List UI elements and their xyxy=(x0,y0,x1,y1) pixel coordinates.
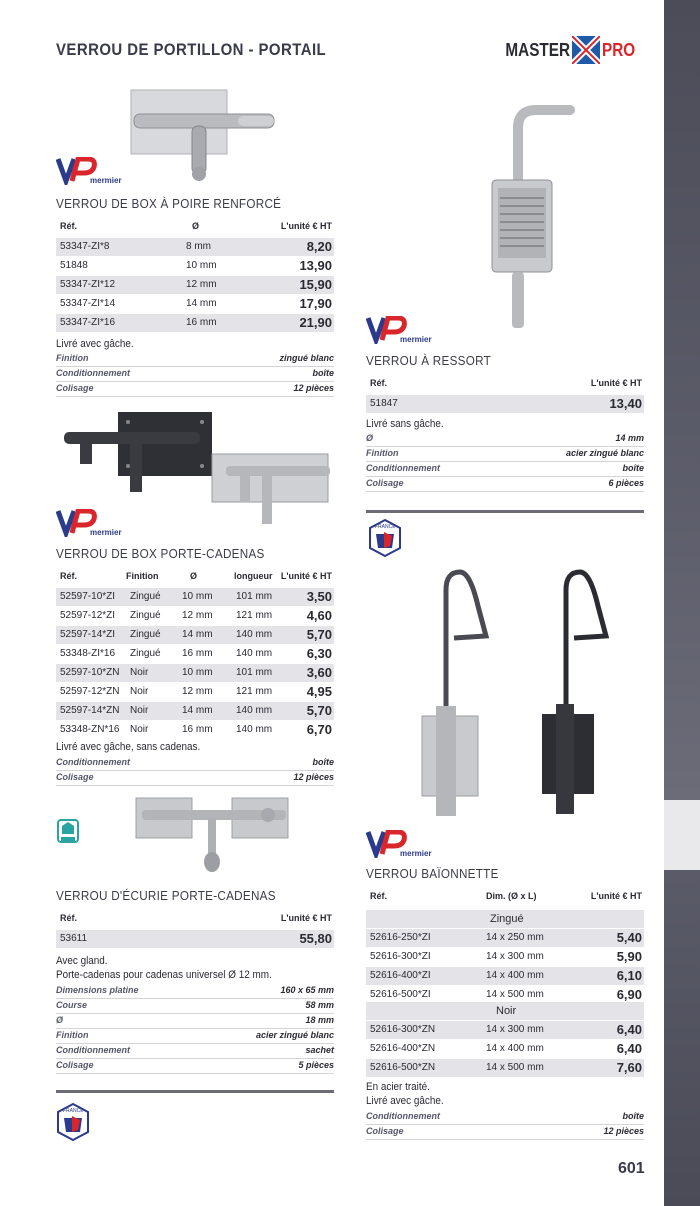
ecurie-note-2: Porte-cadenas pour cadenas universel Ø 12 mm. xyxy=(56,969,272,981)
spec-value: 58 mm xyxy=(305,1000,334,1010)
spec-row xyxy=(56,1044,334,1059)
price-cell: 55,80 xyxy=(299,931,332,946)
dimension-cell: 14 x 300 mm xyxy=(486,1024,544,1035)
brand-logo xyxy=(494,36,641,64)
svg-text:mermier: mermier xyxy=(400,335,432,344)
finish-cell: Zingué xyxy=(130,610,161,621)
ressort-header: Réf. L'unité € HT xyxy=(370,378,642,388)
spec-divider xyxy=(366,1139,644,1140)
ressort-note: Livré sans gâche. xyxy=(366,418,444,430)
spec-label: Colisage xyxy=(56,1060,94,1070)
price-cell: 21,90 xyxy=(299,315,332,330)
svg-text:mermier: mermier xyxy=(400,849,432,858)
spec-row xyxy=(56,999,334,1014)
length-cell: 121 mm xyxy=(236,610,273,621)
porte-cadenas-header: Réf. Finition Ø longueur L'unité € HT xyxy=(60,571,332,581)
price-cell: 8,20 xyxy=(306,239,332,254)
spec-label: Ø xyxy=(56,1015,64,1025)
table-row xyxy=(56,276,334,294)
spec-label: Finition xyxy=(56,353,89,363)
spec-label: Dimensions platine xyxy=(56,985,139,995)
quality-badge-icon xyxy=(56,818,80,846)
ref-cell: 53348-ZI*16 xyxy=(60,648,116,659)
length-cell: 140 mm xyxy=(236,724,273,735)
ref-cell: 52616-300*ZI xyxy=(370,951,431,962)
price-cell: 6,10 xyxy=(616,968,642,983)
page-title: VERROU DE PORTILLON - PORTAIL xyxy=(56,40,327,59)
baionnette-title: VERROU BAÏONNETTE xyxy=(366,866,499,881)
length-cell: 140 mm xyxy=(236,705,273,716)
diameter-cell: 12 mm xyxy=(182,686,213,697)
baionnette-note-1: En acier traité. xyxy=(366,1081,430,1093)
porte-cadenas-title: VERROU DE BOX PORTE-CADENAS xyxy=(56,546,265,561)
spec-value: sachet xyxy=(305,1045,334,1055)
spec-label: Conditionnement xyxy=(366,463,440,473)
finish-cell: Zingué xyxy=(130,648,161,659)
spec-label: Finition xyxy=(366,448,399,458)
spec-label: Conditionnement xyxy=(56,757,130,767)
spec-row xyxy=(56,1059,334,1074)
spec-divider xyxy=(366,491,644,492)
svg-text:FRANCE: FRANCE xyxy=(375,524,396,530)
ref-cell: 52597-10*ZI xyxy=(60,591,116,602)
spec-row xyxy=(56,1029,334,1044)
spec-value: boîte xyxy=(622,1111,644,1121)
mermier-logo-icon xyxy=(366,316,442,344)
ref-cell: 52597-14*ZN xyxy=(60,705,120,716)
price-cell: 3,50 xyxy=(306,589,332,604)
price-cell: 15,90 xyxy=(299,277,332,292)
finish-cell: Noir xyxy=(130,705,149,716)
ref-cell: 51848 xyxy=(60,260,88,271)
ref-cell: 52616-300*ZN xyxy=(370,1024,436,1035)
spec-label: Finition xyxy=(56,1030,89,1040)
ref-cell: 51847 xyxy=(370,398,398,409)
box-poire-image xyxy=(128,86,278,186)
price-cell: 3,60 xyxy=(306,665,332,680)
table-row xyxy=(366,967,644,985)
table-row xyxy=(56,683,334,701)
svg-text:mermier: mermier xyxy=(90,176,122,185)
spec-value: boîte xyxy=(312,757,334,767)
ref-cell: 52616-400*ZN xyxy=(370,1043,436,1054)
spec-row xyxy=(366,462,644,477)
table-row xyxy=(56,607,334,625)
dimension-cell: 14 x 300 mm xyxy=(486,951,544,962)
mermier-logo-icon xyxy=(56,157,132,185)
svg-text:mermier: mermier xyxy=(90,528,122,537)
spec-value: 14 mm xyxy=(615,433,644,443)
dimension-cell: 14 x 500 mm xyxy=(486,989,544,1000)
finish-cell: Zingué xyxy=(130,591,161,602)
ref-cell: 53347-ZI*16 xyxy=(60,317,116,328)
spec-label: Conditionnement xyxy=(56,368,130,378)
ref-cell: 53347-ZI*14 xyxy=(60,298,116,309)
price-cell: 6,90 xyxy=(616,987,642,1002)
spec-value: 18 mm xyxy=(305,1015,334,1025)
table-row xyxy=(56,664,334,682)
table-row xyxy=(56,702,334,720)
diameter-cell: 16 mm xyxy=(186,317,217,328)
spec-value: boîte xyxy=(622,463,644,473)
spec-divider xyxy=(56,396,334,397)
diameter-cell: 8 mm xyxy=(186,241,211,252)
box-poire-title: VERROU DE BOX À POIRE RENFORCÉ xyxy=(56,196,282,211)
side-tab-lower xyxy=(664,870,700,1206)
diameter-cell: 16 mm xyxy=(182,648,213,659)
page-number: 601 xyxy=(618,1160,645,1177)
baionnette-group-zingue: Zingué xyxy=(366,910,644,928)
spec-value: 160 x 65 mm xyxy=(280,985,334,995)
dimension-cell: 14 x 250 mm xyxy=(486,932,544,943)
table-row xyxy=(366,395,644,413)
ref-cell: 53611 xyxy=(60,933,88,944)
price-cell: 4,95 xyxy=(306,684,332,699)
ecurie-header: Réf. L'unité € HT xyxy=(60,913,332,923)
baionnette-note-2: Livré avec gâche. xyxy=(366,1095,444,1107)
spec-value: 12 pièces xyxy=(603,1126,644,1136)
ref-cell: 52597-14*ZI xyxy=(60,629,116,640)
diameter-cell: 14 mm xyxy=(186,298,217,309)
ref-cell: 53347-ZI*12 xyxy=(60,279,116,290)
diameter-cell: 10 mm xyxy=(186,260,217,271)
spec-label: Conditionnement xyxy=(56,1045,130,1055)
price-cell: 13,90 xyxy=(299,258,332,273)
diameter-cell: 10 mm xyxy=(182,667,213,678)
finish-cell: Zingué xyxy=(130,629,161,640)
ref-cell: 52597-10*ZN xyxy=(60,667,120,678)
table-row xyxy=(366,1021,644,1039)
ref-cell: 52597-12*ZN xyxy=(60,686,120,697)
spec-row xyxy=(56,352,334,367)
spec-divider xyxy=(56,785,334,786)
spec-row xyxy=(366,1110,644,1125)
brand-flag-icon xyxy=(572,36,600,64)
price-cell: 5,40 xyxy=(616,930,642,945)
porte-cadenas-note: Livré avec gâche, sans cadenas. xyxy=(56,741,201,753)
mermier-logo-icon xyxy=(366,830,442,858)
ref-cell: 52616-500*ZN xyxy=(370,1062,436,1073)
baionnette-group-noir: Noir xyxy=(366,1002,644,1020)
baionnette-image xyxy=(414,566,624,818)
finish-cell: Noir xyxy=(130,724,149,735)
spec-label: Course xyxy=(56,1000,88,1010)
box-poire-note: Livré avec gâche. xyxy=(56,338,134,350)
price-cell: 5,90 xyxy=(616,949,642,964)
price-cell: 5,70 xyxy=(306,627,332,642)
diameter-cell: 10 mm xyxy=(182,591,213,602)
spec-row xyxy=(366,1125,644,1140)
length-cell: 101 mm xyxy=(236,591,273,602)
spec-label: Colisage xyxy=(56,383,94,393)
spec-value: zingué blanc xyxy=(279,353,334,363)
spec-value: boîte xyxy=(312,368,334,378)
length-cell: 140 mm xyxy=(236,629,273,640)
spec-row xyxy=(56,382,334,397)
table-row xyxy=(56,930,334,948)
diameter-cell: 12 mm xyxy=(186,279,217,290)
side-tab-dark xyxy=(664,0,700,800)
table-row xyxy=(56,238,334,256)
length-cell: 121 mm xyxy=(236,686,273,697)
svg-text:FRANCE: FRANCE xyxy=(63,1108,84,1114)
spec-label: Ø xyxy=(366,433,374,443)
spec-divider xyxy=(56,1073,334,1074)
price-cell: 4,60 xyxy=(306,608,332,623)
length-cell: 140 mm xyxy=(236,648,273,659)
finish-cell: Noir xyxy=(130,667,149,678)
france-badge-icon xyxy=(368,518,402,558)
price-cell: 6,30 xyxy=(306,646,332,661)
spec-value: 6 pièces xyxy=(608,478,644,488)
spec-label: Colisage xyxy=(366,478,404,488)
ref-cell: 53347-ZI*8 xyxy=(60,241,110,252)
price-cell: 13,40 xyxy=(609,396,642,411)
table-row xyxy=(56,295,334,313)
table-row xyxy=(366,1040,644,1058)
diameter-cell: 14 mm xyxy=(182,705,213,716)
table-row xyxy=(56,588,334,606)
spec-label: Colisage xyxy=(56,772,94,782)
diameter-cell: 16 mm xyxy=(182,724,213,735)
baionnette-header: Réf. Dim. (Ø x L) L'unité € HT xyxy=(370,891,642,901)
spec-row xyxy=(56,984,334,999)
spec-value: 12 pièces xyxy=(293,772,334,782)
ref-cell: 52616-250*ZI xyxy=(370,932,431,943)
spec-value: 12 pièces xyxy=(293,383,334,393)
spec-row xyxy=(366,447,644,462)
spec-row xyxy=(366,477,644,492)
spec-row xyxy=(56,771,334,786)
ref-cell: 52616-500*ZI xyxy=(370,989,431,1000)
dimension-cell: 14 x 500 mm xyxy=(486,1062,544,1073)
ressort-title: VERROU À RESSORT xyxy=(366,353,492,368)
mermier-logo-icon xyxy=(56,509,132,537)
table-row xyxy=(366,929,644,947)
spec-value: acier zingué blanc xyxy=(565,448,644,458)
spec-row xyxy=(56,756,334,771)
brand-master: MASTER xyxy=(505,39,570,60)
spec-label: Colisage xyxy=(366,1126,404,1136)
price-cell: 5,70 xyxy=(306,703,332,718)
ecurie-image xyxy=(132,794,292,878)
dimension-cell: 14 x 400 mm xyxy=(486,1043,544,1054)
price-cell: 6,40 xyxy=(616,1022,642,1037)
spec-label: Conditionnement xyxy=(366,1111,440,1121)
ecurie-note-1: Avec gland. xyxy=(56,955,108,967)
spec-value: 5 pièces xyxy=(298,1060,334,1070)
ressort-image xyxy=(484,88,584,334)
box-poire-header: Réf. Ø L'unité € HT xyxy=(60,221,332,231)
ref-cell: 52597-12*ZI xyxy=(60,610,116,621)
table-row xyxy=(366,948,644,966)
price-cell: 6,70 xyxy=(306,722,332,737)
diameter-cell: 12 mm xyxy=(182,610,213,621)
diameter-cell: 14 mm xyxy=(182,629,213,640)
section-separator xyxy=(366,510,644,513)
spec-value: acier zingué blanc xyxy=(255,1030,334,1040)
spec-row xyxy=(56,367,334,382)
price-cell: 7,60 xyxy=(616,1060,642,1075)
spec-row xyxy=(366,432,644,447)
ref-cell: 53348-ZN*16 xyxy=(60,724,120,735)
finish-cell: Noir xyxy=(130,686,149,697)
table-row xyxy=(56,645,334,663)
length-cell: 101 mm xyxy=(236,667,273,678)
table-row xyxy=(56,257,334,275)
table-row xyxy=(56,626,334,644)
section-separator xyxy=(56,1090,334,1093)
table-row xyxy=(366,1059,644,1077)
dimension-cell: 14 x 400 mm xyxy=(486,970,544,981)
brand-pro: PRO xyxy=(602,39,636,60)
table-row xyxy=(56,314,334,332)
ecurie-title: VERROU D'ÉCURIE PORTE-CADENAS xyxy=(56,888,276,903)
france-badge-icon xyxy=(56,1102,90,1142)
spec-row xyxy=(56,1014,334,1029)
table-row xyxy=(56,721,334,739)
ref-cell: 52616-400*ZI xyxy=(370,970,431,981)
price-cell: 17,90 xyxy=(299,296,332,311)
price-cell: 6,40 xyxy=(616,1041,642,1056)
